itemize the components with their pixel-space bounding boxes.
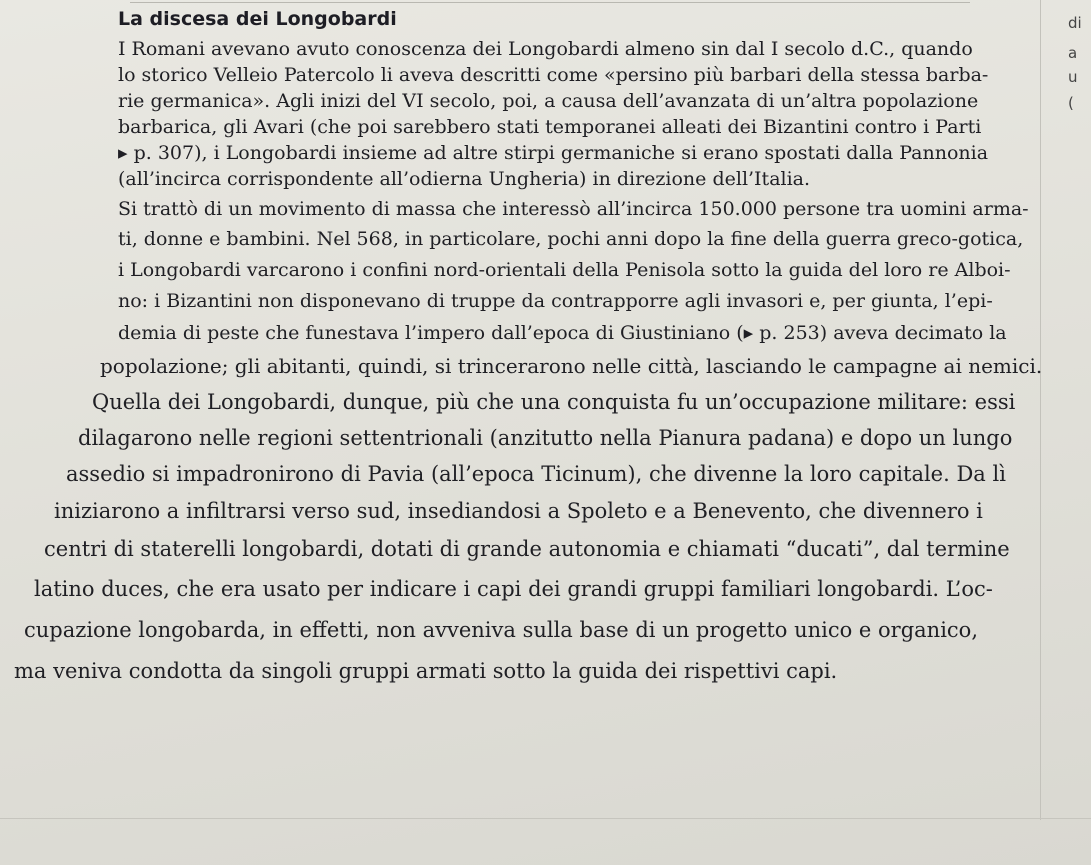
text-line: ma veniva condotta da singoli gruppi armati sotto la guida dei rispettivi capi. bbox=[14, 659, 838, 683]
text-line: Quella dei Longobardi, dunque, più che una conquista fu un’occupazione militare: essi bbox=[92, 390, 1016, 414]
edge-fragment: a bbox=[1068, 44, 1078, 62]
text-line: demia di peste che funestava l’impero dall’epoca di Giustiniano (▸ p. 253) aveva decimato la bbox=[118, 322, 1007, 344]
text-line: ti, donne e bambini. Nel 568, in particolare, pochi anni dopo la fine della guerra greco-gotica, bbox=[118, 228, 1024, 250]
text-line: (all’incirca corrispondente all’odierna Ungheria) in direzione dell’Italia. bbox=[118, 168, 811, 190]
text-line: barbarica, gli Avari (che poi sarebbero stati temporanei alleati dei Bizantini contro i Parti bbox=[118, 116, 982, 138]
text-line: Si trattò di un movimento di massa che interessò all’incirca 150.000 persone tra uomini arma- bbox=[118, 198, 1029, 220]
text-line: I Romani avevano avuto conoscenza dei Longobardi almeno sin dal I secolo d.C., quando bbox=[118, 38, 973, 60]
text-line: dilagarono nelle regioni settentrionali (anzitutto nella Pianura padana) e dopo un lungo bbox=[78, 426, 1013, 450]
section-title: La discesa dei Longobardi bbox=[118, 8, 397, 30]
text-line: i Longobardi varcarono i confini nord-orientali della Penisola sotto la guida del loro re Alboi- bbox=[118, 259, 1011, 281]
edge-fragment: u bbox=[1068, 68, 1078, 86]
text-line: latino duces, che era usato per indicare i capi dei grandi gruppi familiari longobardi. L’oc- bbox=[34, 577, 993, 601]
edge-fragment: ( bbox=[1068, 94, 1074, 112]
text-line: lo storico Velleio Patercolo li aveva descritti come «persino più barbari della stessa barba- bbox=[118, 64, 989, 86]
top-rule bbox=[130, 2, 970, 3]
text-line: iniziarono a infiltrarsi verso sud, insediandosi a Spoleto e a Benevento, che divennero i bbox=[54, 499, 983, 523]
text-line: rie germanica». Agli inizi del VI secolo, poi, a causa dell’avanzata di un’altra popolazione bbox=[118, 90, 979, 112]
text-line: centri di staterelli longobardi, dotati di grande autonomia e chiamati “ducati”, dal termine bbox=[44, 537, 1010, 561]
text-line: cupazione longobarda, in effetti, non avveniva sulla base di un progetto unico e organico, bbox=[24, 618, 979, 642]
margin-rule bbox=[1040, 0, 1041, 820]
edge-fragment: di bbox=[1068, 14, 1082, 32]
text-line: popolazione; gli abitanti, quindi, si trincerarono nelle città, lasciando le campagne ai nemici. bbox=[100, 354, 1043, 378]
text-line: no: i Bizantini non disponevano di truppe da contrapporre agli invasori e, per giunta, l’epi- bbox=[118, 290, 993, 312]
text-line: ▸ p. 307), i Longobardi insieme ad altre stirpi germaniche si erano spostati dalla Pannonia bbox=[118, 142, 989, 164]
text-line: assedio si impadronirono di Pavia (all’epoca Ticinum), che divenne la loro capitale. Da lì bbox=[66, 462, 1006, 486]
bottom-rule bbox=[0, 818, 1091, 819]
